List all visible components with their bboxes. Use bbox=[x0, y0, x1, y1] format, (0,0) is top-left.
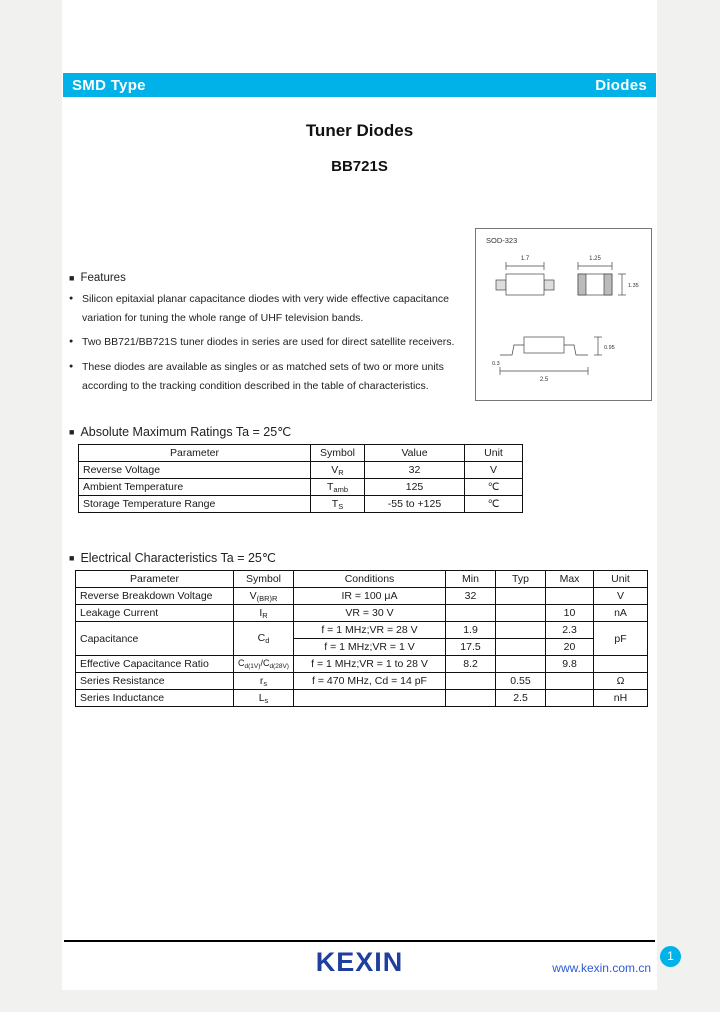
square-bullet-icon: ■ bbox=[69, 426, 75, 437]
datasheet-page bbox=[62, 0, 674, 990]
unit-cell: Ω bbox=[594, 673, 648, 690]
cond-cell: f = 1 MHz;VR = 1 V bbox=[294, 639, 446, 656]
feature-text: Two BB721/BB721S tuner diodes in series are used for direct satellite receivers. bbox=[82, 336, 455, 349]
table-row bbox=[79, 462, 523, 479]
symbol-cell: Cd bbox=[234, 622, 294, 656]
min-cell bbox=[446, 673, 496, 690]
header-bar bbox=[63, 73, 656, 97]
min-cell: 17.5 bbox=[446, 639, 496, 656]
features-heading-label: Features bbox=[80, 272, 126, 284]
unit-cell: nH bbox=[594, 690, 648, 707]
features-heading bbox=[69, 272, 477, 284]
table-header-row bbox=[79, 445, 523, 462]
col-header-min: Min bbox=[446, 571, 496, 588]
table-row bbox=[76, 605, 648, 622]
dim-pad-label: 1.35 bbox=[628, 283, 639, 289]
min-cell: 1.9 bbox=[446, 622, 496, 639]
unit-cell: ℃ bbox=[465, 479, 523, 496]
max-cell: 9.8 bbox=[546, 656, 594, 673]
kexin-logo: KEXIN bbox=[315, 947, 404, 977]
dim-body-length-label: 1.7 bbox=[520, 256, 530, 262]
elec-char-heading bbox=[69, 550, 276, 565]
dot-bullet-icon: ● bbox=[69, 338, 74, 346]
part-number: BB721S bbox=[331, 158, 388, 175]
value-cell: -55 to +125 bbox=[365, 496, 465, 513]
dot-bullet-icon: ● bbox=[69, 363, 74, 371]
param-cell: Reverse Voltage bbox=[79, 462, 311, 479]
package-drawing bbox=[476, 229, 651, 400]
min-cell bbox=[446, 605, 496, 622]
symbol-cell: Ls bbox=[234, 690, 294, 707]
symbol-cell: rs bbox=[234, 673, 294, 690]
typ-cell: 2.5 bbox=[496, 690, 546, 707]
dim-lead-span-label: 2.5 bbox=[539, 377, 549, 383]
col-header-symbol: Symbol bbox=[311, 445, 365, 462]
unit-cell bbox=[594, 656, 648, 673]
symbol-cell: TS bbox=[311, 496, 365, 513]
col-header-unit: Unit bbox=[465, 445, 523, 462]
max-cell: 20 bbox=[546, 639, 594, 656]
table-header-row bbox=[76, 571, 648, 588]
param-cell: Storage Temperature Range bbox=[79, 496, 311, 513]
cond-cell: f = 1 MHz;VR = 28 V bbox=[294, 622, 446, 639]
symbol-cell: $C_{d(1V)}/C_{d(28V)}$ bbox=[234, 656, 294, 673]
col-header-unit: Unit bbox=[594, 571, 648, 588]
min-cell bbox=[446, 690, 496, 707]
typ-cell bbox=[496, 656, 546, 673]
table-row bbox=[76, 690, 648, 707]
value-cell: 32 bbox=[365, 462, 465, 479]
cond-cell: IR = 100 μA bbox=[294, 588, 446, 605]
page-number-badge: 1 bbox=[660, 946, 681, 967]
square-bullet-icon: ■ bbox=[69, 552, 75, 563]
param-cell: Series Inductance bbox=[76, 690, 234, 707]
header-right-label: Diodes bbox=[595, 76, 647, 94]
page-title: Tuner Diodes bbox=[305, 121, 414, 140]
col-header-typ: Typ bbox=[496, 571, 546, 588]
cond-cell: VR = 30 V bbox=[294, 605, 446, 622]
min-cell: 8.2 bbox=[446, 656, 496, 673]
dim-height-label: 0.95 bbox=[604, 345, 615, 351]
unit-cell: V bbox=[465, 462, 523, 479]
abs-max-ratings-table bbox=[78, 444, 523, 513]
table-row bbox=[76, 656, 648, 673]
unit-cell: nA bbox=[594, 605, 648, 622]
param-cell: Reverse Breakdown Voltage bbox=[76, 588, 234, 605]
typ-cell bbox=[496, 622, 546, 639]
param-cell: Capacitance bbox=[76, 622, 234, 656]
table-row bbox=[76, 673, 648, 690]
dot-bullet-icon: ● bbox=[69, 295, 74, 302]
typ-cell bbox=[496, 588, 546, 605]
param-cell: Ambient Temperature bbox=[79, 479, 311, 496]
dim-lead-width-label: 0.3 bbox=[492, 361, 500, 367]
max-cell bbox=[546, 690, 594, 707]
col-header-parameter: Parameter bbox=[76, 571, 234, 588]
square-bullet-icon: ■ bbox=[69, 273, 75, 283]
footer-divider bbox=[64, 940, 655, 942]
max-cell bbox=[546, 673, 594, 690]
table-row bbox=[79, 496, 523, 513]
electrical-characteristics-table bbox=[75, 570, 648, 707]
feature-item bbox=[69, 333, 477, 352]
package-outline-diagram bbox=[475, 228, 652, 401]
cond-cell: f = 1 MHz;VR = 1 to 28 V bbox=[294, 656, 446, 673]
features-section bbox=[69, 272, 477, 395]
unit-cell: pF bbox=[594, 622, 648, 656]
table-row bbox=[76, 588, 648, 605]
max-cell: 10 bbox=[546, 605, 594, 622]
typ-cell bbox=[496, 639, 546, 656]
website-link[interactable]: www.kexin.com.cn bbox=[552, 961, 651, 975]
value-cell: 125 bbox=[365, 479, 465, 496]
feature-item bbox=[69, 358, 477, 395]
elec-char-heading-label: Electrical Characteristics Ta = 25℃ bbox=[80, 551, 276, 565]
table-row bbox=[79, 479, 523, 496]
symbol-cell: VR bbox=[311, 462, 365, 479]
col-header-conditions: Conditions bbox=[294, 571, 446, 588]
max-cell bbox=[546, 588, 594, 605]
symbol-cell: Tamb bbox=[311, 479, 365, 496]
symbol-cell: V(BR)R bbox=[234, 588, 294, 605]
package-name-label: SOD-323 bbox=[486, 236, 518, 245]
feature-text: Silicon epitaxial planar capacitance diodes with very wide effective capacitance variation for tuning the whole range of UHF television bands. bbox=[82, 293, 449, 324]
param-cell: Effective Capacitance Ratio bbox=[76, 656, 234, 673]
col-header-max: Max bbox=[546, 571, 594, 588]
unit-cell: ℃ bbox=[465, 496, 523, 513]
min-cell: 32 bbox=[446, 588, 496, 605]
param-cell: Series Resistance bbox=[76, 673, 234, 690]
abs-max-heading-label: Absolute Maximum Ratings Ta = 25℃ bbox=[80, 425, 292, 439]
unit-cell: V bbox=[594, 588, 648, 605]
cond-cell: f = 470 MHz, Cd = 14 pF bbox=[294, 673, 446, 690]
typ-cell bbox=[496, 605, 546, 622]
abs-max-heading bbox=[69, 424, 291, 439]
dim-body-width-label: 1.25 bbox=[589, 256, 601, 262]
symbol-cell: IR bbox=[234, 605, 294, 622]
col-header-symbol: Symbol bbox=[234, 571, 294, 588]
typ-cell: 0.55 bbox=[496, 673, 546, 690]
table-row bbox=[76, 622, 648, 639]
feature-item bbox=[69, 290, 477, 327]
cond-cell bbox=[294, 690, 446, 707]
header-left-label: SMD Type bbox=[72, 76, 146, 94]
param-cell: Leakage Current bbox=[76, 605, 234, 622]
col-header-parameter: Parameter bbox=[79, 445, 311, 462]
feature-text: These diodes are available as singles or as matched sets of two or more units according to the tracking condition described in the table of characteristics. bbox=[82, 361, 444, 392]
max-cell: 2.3 bbox=[546, 622, 594, 639]
col-header-value: Value bbox=[365, 445, 465, 462]
